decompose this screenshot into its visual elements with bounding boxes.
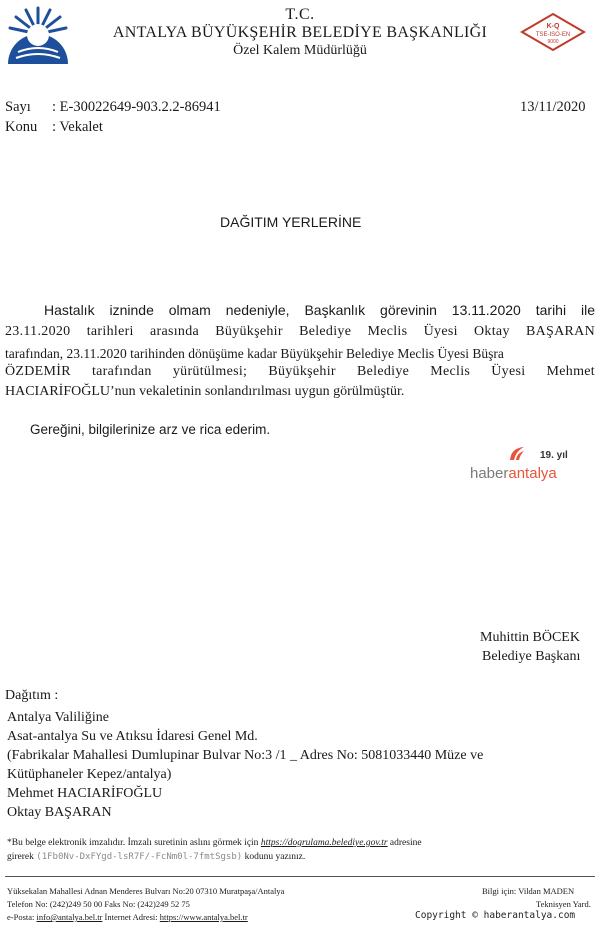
copyright-overlay: Copyright © haberantalya.com <box>415 910 576 921</box>
badge-bottom-text: 9000 <box>547 39 559 45</box>
watermark-brand-left: haber <box>470 465 509 482</box>
signatory-title: Belediye Başkanı <box>482 649 581 664</box>
header-tc: T.C. <box>285 6 315 23</box>
verification-line-2 <box>7 852 305 862</box>
document-date: 13/11/2020 <box>520 99 586 115</box>
footer-divider <box>5 876 595 877</box>
badge-middle-text: TSE-ISO-EN <box>535 32 571 38</box>
verification-line-1 <box>7 838 422 848</box>
distribution-item: Antalya Valiliğine <box>7 710 109 725</box>
footer-contact-person: Bilgi için: Vildan MADEN <box>482 886 575 896</box>
footer-phone: Telefon No: (242)249 50 00 Faks No: (242)249 52 75 <box>7 899 190 909</box>
verification-code: (1Fb0Nv-DxFYgd-lsR7F/-FcNm0l-7fmtSgsb) <box>36 852 243 862</box>
sayi-label: Sayı <box>5 99 31 115</box>
distribution-item: Mehmet HACIARİFOĞLU <box>7 786 163 801</box>
verification-code-suffix: kodunu yazınız. <box>242 852 306 862</box>
body-line-3: tarafından, 23.11.2020 tarihinden dönüşüme kadar Büyükşehir Belediye Meclis Üyesi Büşra <box>5 346 504 361</box>
footer-email-label: e-Posta: <box>7 912 37 922</box>
body-line-2: 23.11.2020 tarihleri arasında Büyükşehir Belediye Meclis Üyesi Oktay BAŞARAN <box>5 324 595 339</box>
body-line-4: ÖZDEMİR tarafından yürütülmesi; Büyükşehir Belediye Meclis Üyesi Mehmet <box>5 364 595 379</box>
certification-badge <box>520 12 586 52</box>
verification-text: *Bu belge elektronik imzalıdır. İmzalı suretinin aslını görmek için <box>7 838 261 848</box>
distribution-item: Kütüphaneler Kepez/antalya) <box>7 767 172 782</box>
badge-top-text: K-Q <box>546 23 560 30</box>
watermark-brand-right: antalya <box>508 465 557 482</box>
verification-link[interactable]: https://dogrulama.belediye.gov.tr <box>260 838 388 848</box>
watermark-years: 19. yıl <box>540 450 568 461</box>
footer-web-label: İnternet Adresi: <box>102 912 160 922</box>
body-line-5: HACIARİFOĞLU’nun vekaletinin sonlandırılması uygun görülmüştür. <box>5 384 405 399</box>
watermark-brand <box>470 465 557 482</box>
konu-label: Konu <box>5 119 38 135</box>
sayi-value: : E-30022649-903.2.2-86941 <box>52 99 221 115</box>
distribution-label: Dağıtım : <box>5 688 59 703</box>
swoosh-icon <box>508 446 526 462</box>
haberantalya-watermark <box>470 444 595 484</box>
verification-suffix: adresine <box>387 838 422 848</box>
footer-email-link[interactable]: info@antalya.bel.tr <box>36 912 103 922</box>
distribution-item: Asat-antalya Su ve Atıksu İdaresi Genel Md. <box>7 729 258 744</box>
distribution-item: (Fabrikalar Mahallesi Dumlupinar Bulvar No:3 /1 _ Adres No: 5081033440 Müze ve <box>7 748 484 763</box>
body-line-1: Hastalık izninde olmam nedeniyle, Başkanlık görevinin 13.11.2020 tarihi ile <box>44 302 595 318</box>
header-institution: ANTALYA BÜYÜKŞEHİR BELEDİYE BAŞKANLIĞI <box>112 24 488 41</box>
recipient-heading: DAĞITIM YERLERİNE <box>220 214 362 230</box>
signatory-name: Muhittin BÖCEK <box>480 630 580 645</box>
footer-contacts <box>7 912 248 922</box>
distribution-item: Oktay BAŞARAN <box>7 805 112 820</box>
footer-contact-title: Teknisyen Yard. <box>536 899 591 909</box>
footer-address: Yüksekalan Mahallesi Adnan Menderes Bulvarı No:20 07310 Muratpaşa/Antalya <box>7 886 285 896</box>
footer-web-link[interactable]: https://www.antalya.bel.tr <box>159 912 248 922</box>
verification-prefix: girerek <box>7 852 37 862</box>
konu-value: : Vekalet <box>52 119 103 135</box>
header-department: Özel Kalem Müdürlüğü <box>233 43 367 58</box>
closing-sentence: Gereğini, bilgilerinize arz ve rica ederim. <box>30 422 271 437</box>
